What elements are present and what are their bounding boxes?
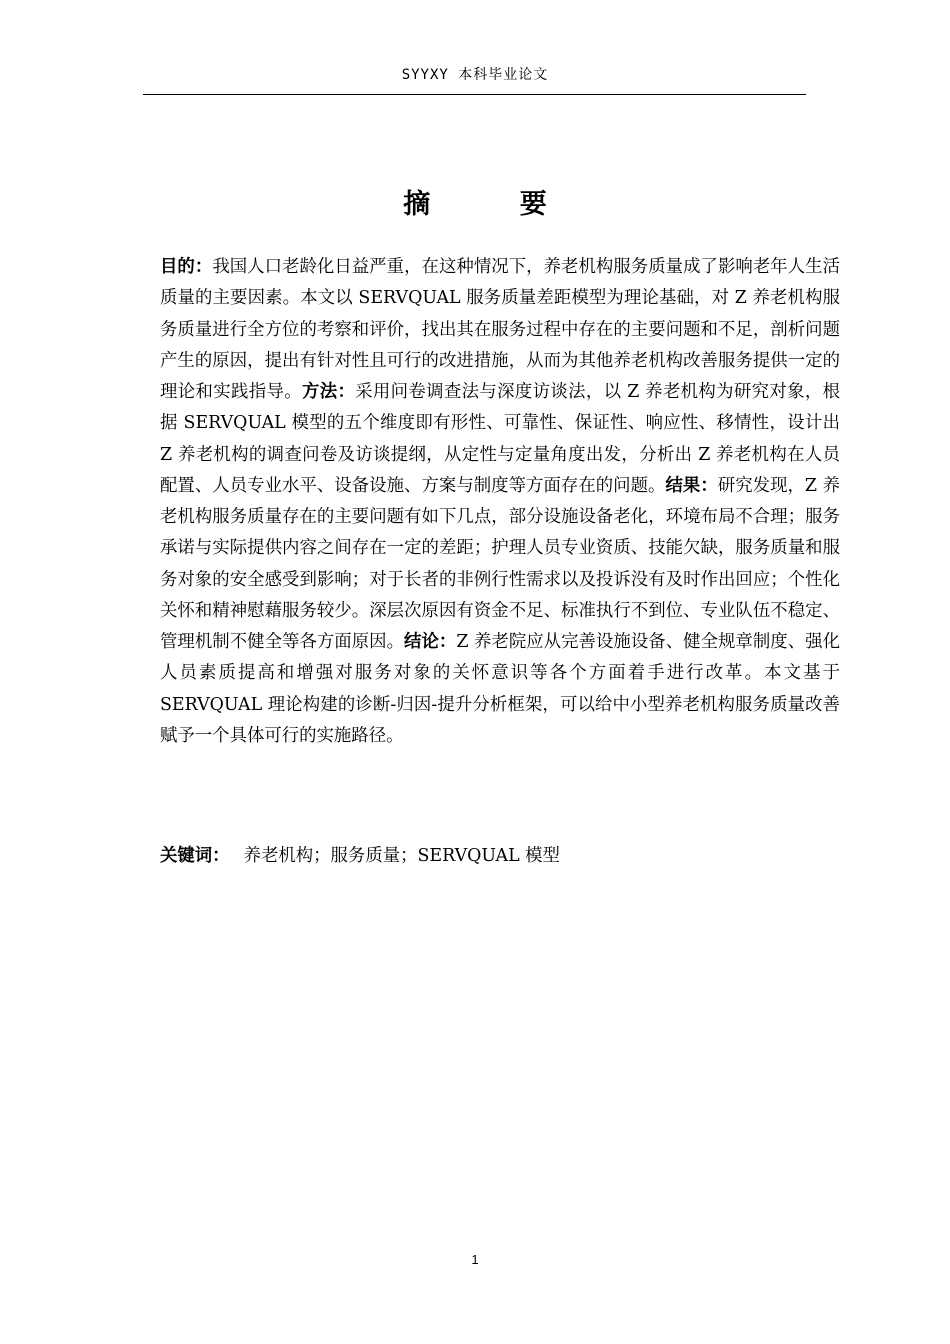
result-label: 结果：: [665, 475, 718, 496]
keywords-line: [160, 841, 840, 872]
method-text: 采用问卷调查法与深度访谈法，以 Z 养老机构为研究对象，根据 SERVQUAL 模型的五个维度即有形性、可靠性、保证性、响应性、移情性，设计出 Z 养老机构的调查问卷及访谈提纲，从定性与定量角度出发，分析出 Z 养老机构在人员配置、人员专业水平、设备设施、方案与制度等方面存在的问题。: [160, 382, 840, 496]
conclusion-text: Z 养老院应从完善设施设备、健全规章制度、强化人员素质提高和增强对服务对象的关怀意识等各个方面着手进行改革。本文基于 SERVQUAL 理论构建的诊断-归因-提升分析框架，可以给中小型养老机构服务质量改善赋予一个具体可行的实施路径。: [160, 632, 840, 746]
keywords-text: 养老机构；服务质量；SERVQUAL 模型: [243, 846, 560, 866]
page-number: 1: [471, 1252, 479, 1267]
abstract-body: [160, 252, 840, 752]
method-label: 方法：: [301, 382, 356, 402]
objective-text: 我国人口老龄化日益严重，在这种情况下，养老机构服务质量成了影响老年人生活质量的主要因素。本文以 SERVQUAL 服务质量差距模型为理论基础，对 Z 养老机构服务质量进行全方位的考察和评价，找出其在服务过程中存在的主要问题和不足，剖析问题产生的原因，提出有针对性且可行的改进措施，从而为其他养老机构改善服务提供一定的理论和实践指导。: [160, 257, 840, 402]
objective-label: 目的：: [160, 257, 213, 277]
header-divider: [143, 94, 806, 95]
running-header: SYYXY 本科毕业论文: [401, 67, 549, 83]
conclusion-label: 结论：: [404, 632, 457, 652]
keywords-label: 关键词：: [160, 846, 230, 866]
abstract-title: 摘 要: [403, 189, 587, 220]
result-text: 研究发现，Z 养老机构服务质量存在的主要问题有如下几点，部分设施设备老化，环境布局不合理；服务承诺与实际提供内容之间存在一定的差距；护理人员专业资质、技能欠缺，服务质量和服务对象的安全感受到影响；对于长者的非例行性需求以及投诉没有及时作出回应；个性化关怀和精神慰藉服务较少。深层次原因有资金不足、标准执行不到位、专业队伍不稳定、管理机制不健全等各方面原因。: [160, 475, 840, 652]
